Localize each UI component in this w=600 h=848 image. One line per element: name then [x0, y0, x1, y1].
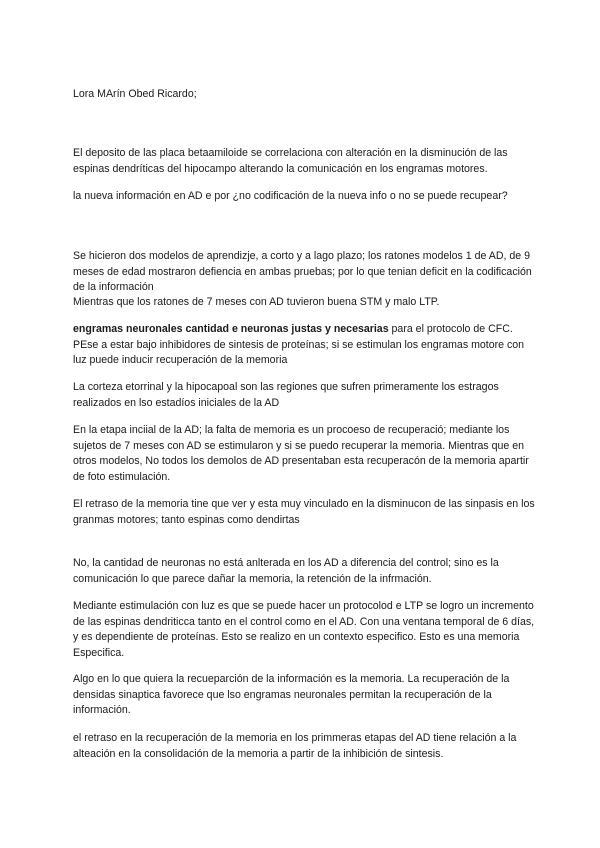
paragraph-2: la nueva información en AD e por ¿no codificación de la nueva info o no se puede recupear?	[73, 190, 508, 202]
paragraph-11: el retraso en la recuperación de la memoria en los primmeras etapas del AD tiene relación a la alteación en la consolidación de la memoria a partir de la inhibición de sintesis.	[73, 732, 517, 760]
paragraph-4	[73, 322, 535, 369]
paragraph-3b: Mientras que los ratones de 7 meses con AD tuvieron buena STM y malo LTP.	[73, 296, 440, 308]
paragraph-4-rest: para el protocolo de CFC. PEse a estar bajo inhibidores de sintesis de proteínas; si se estimulan los engramas motore con luz puede inducir recuperación de la memoria	[73, 323, 525, 366]
paragraph-4-bold: engramas neuronales cantidad e neuronas justas y necesarias	[73, 323, 389, 335]
paragraph-5: La corteza etorrinal y la hipocapoal son las regiones que sufren primeramente los estragos realizados en lso estadíos iniciales de la AD	[73, 381, 499, 409]
paragraph-6: En la etapa inciial de la AD; la falta de memoria es un procoeso de recuperació; mediante los sujetos de 7 meses con AD se estimularon y si se puedo recuperar la memoria. Mientras que en otros modelos, No todos los demolos de AD presentaban esta recuperacón de la memoria apartir de foto estimulación.	[73, 424, 529, 483]
paragraph-3a: Se hicieron dos modelos de aprendizje, a corto y a lago plazo; los ratones modelos 1 de AD, de 9 meses de edad mostraron defiencia en ambas pruebas; por lo que tenian deficit en la codificación de la información	[73, 250, 532, 293]
paragraph-8: No, la cantidad de neuronas no está anlterada en los AD a diferencia del control; sino es la comunicación lo que parece dañar la memoria, la retención de la infrmación.	[73, 557, 499, 585]
author-line: Lora MArín Obed Ricardo;	[73, 88, 197, 100]
paragraph-10: Algo en lo que quiera la recueparción de la información es la memoria. La recuperación de la densidas sinaptica favorece que lso engramas neuronales permitan la recuperación de la información.	[73, 673, 510, 716]
paragraph-7: El retraso de la memoria tine que ver y esta muy vinculado en la disminucon de las sinpasis en los granmas motores; tanto espinas como dendirtas	[73, 498, 535, 526]
paragraph-1: El deposito de las placa betaamiloide se correlaciona con alteración en la disminución de las espinas dendríticas del hipocampo alterando la comunicación en los engramas motores.	[73, 147, 508, 175]
paragraph-9: Mediante estimulación con luz es que se puede hacer un protocolod e LTP se logro un incremento de las espinas dendriticca tanto en el control como en el AD. Con una ventana temporal de 6 días, y es dependiente de proteínas. Esto se realizo en un contexto especifico. Esto es una memoria Especifica.	[73, 600, 535, 659]
